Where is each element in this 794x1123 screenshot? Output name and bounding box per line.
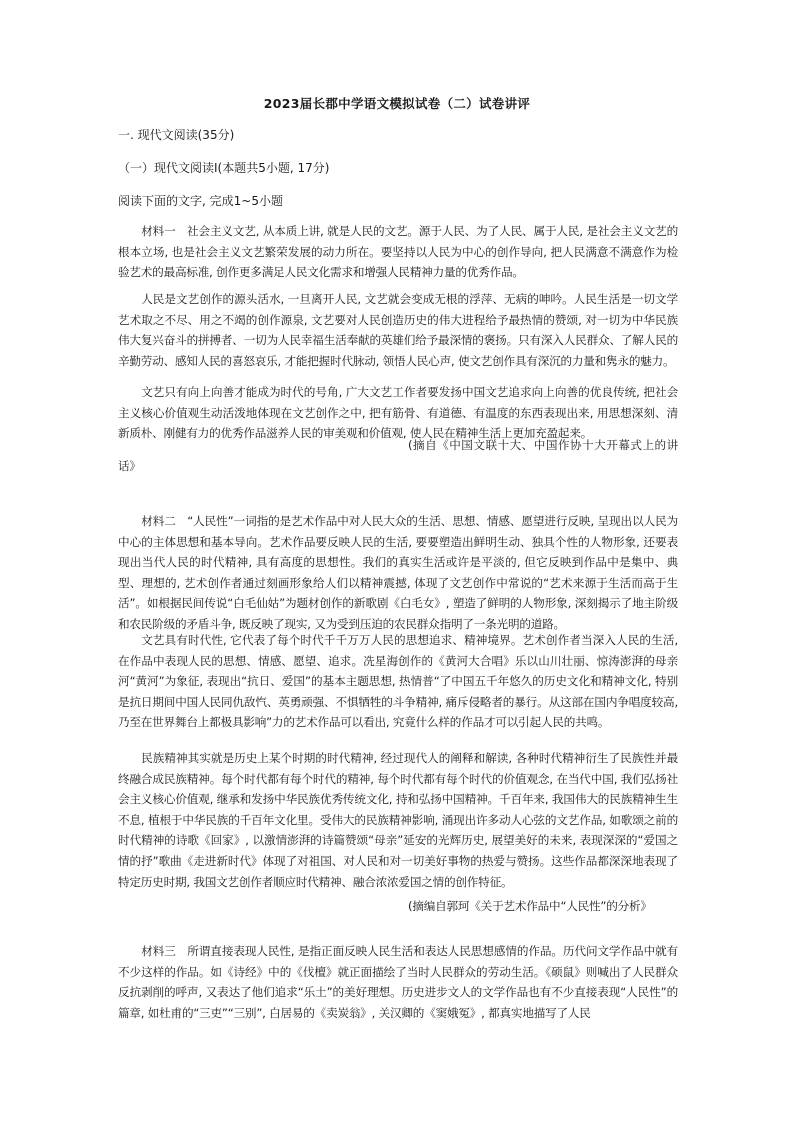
section-heading: 一. 现代文阅读(35分) — [118, 128, 235, 142]
source-citation: (摘编自郭珂《关于艺术作品中“人民性”的分析》 — [408, 899, 652, 913]
subsection-heading: （一）现代文阅读I(本题共5小题, 17分) — [118, 161, 330, 175]
paragraph: 文艺具有时代性, 它代表了每个时代千千万万人民的思想追求、精神境界。艺术创作者当深入人民的生活, 在作品中表现人民的思想、情感、愿望、追求。冼星海创作的《黄河大合唱》乐以山川壮丽、惊涛澎湃的母亲河“黄河”为象征, 表现出“抗日、爱国”的基本主题思想, 热情普“了中国五千年悠久的历史文化和精神文化, 特别是抗日期间中国人民同仇敌忾、英勇顽强、不惧牺牲的斗争精神, 痛斥侵略者的暴行。从这部在国内争唱度较高, 乃至在世界舞台上都极具影响”力的艺术作品可以看出, 究竟什么样的作品才可以引起人民的共鸣。 — [118, 633, 678, 730]
paragraph-material-three: 材料三 所谓直接表现人民性, 是指正面反映人民生活和表达人民思想感情的作品。历代问文学作品中就有不少这样的作品。如《诗经》中的《伐檀》就正面描绘了当时人民群众的劳动生活。《硕鼠》则喊出了人民群众反抗剥削的呼声, 又表达了他们追求“乐土”的美好理想。历史进步文人的文学作品也有不少直接表现“人民性”的篇章, 如杜甫的“三吏”“三别”, 白居易的《卖炭翁》, 关汉卿的《窦娥冤》, 都真实地描写了人民 — [118, 944, 678, 1020]
instruction-text: 阅读下面的文字, 完成1~5小题 — [118, 194, 283, 208]
paragraph-material-two: 材料二 “人民性”一词指的是艺术作品中对人民大众的生活、思想、情感、愿望进行反映, 呈现出以人民为中心的主体思想和基本导向。艺术作品要反映人民的生活, 要要塑造出鲜明生动、独具个性的人物形象, 还要表现出当代人民的时代精神, 具有高度的思想性。我们的真实生活或许是平淡的, 但它反映到作品中是集中、典型、理想的, 艺术创作者通过刻画形象给人们以精神震撼, 体现了文艺创作中常说的“艺术来源于生活而高于生活”。如根据民间传说“白毛仙姑”为题材创作的新歌剧《白毛女》, 塑造了鲜明的人物形象, 深刻揭示了地主阶级和农民阶级的矛盾斗争, 既反映了现实, 又为受到压迫的农民群众指明了一条光明的道路。 — [118, 514, 678, 631]
paragraph: 民族精神其实就是历史上某个时期的时代精神, 经过现代人的阐释和解读, 各种时代精神衍生了民族性并最终融合成民族精神。每个时代都有每个时代的精神, 每个时代都有每个时代的价值观念, 在当代中国, 我们弘扬社会主义核心价值观, 继承和发扬中华民族优秀传统文化, 持和弘扬中国精神。千百年来, 我国伟大的民族精神生生不息, 植根于中华民族的千百年文化里。受伟大的民族精神影响, 涌现出许多动人心弦的文艺作品, 如歌颂之前的时代精神的诗歌《回家》, 以激情澎湃的诗篇赞颂“母亲”延安的光辉历史, 展望美好的未来, 表现深深的“爱国之情的抒”歌曲《走进新时代》体现了对祖国、对人民和对一切美好事物的热爱与赞扬。这些作品都深深地表现了特定历史时期, 我国文艺创作者顺应时代精神、融合浓浓爱国之情的创作特征。 — [118, 751, 679, 889]
paragraph: 文艺只有向上向善才能成为时代的号角, 广大文艺工作者要发扬中国文艺追求向上向善的优良传统, 把社会主义核心价值观生动活泼地体现在文艺创作之中, 把有筋骨、有道德、有温度的东西表现出来, 用思想深刻、清新质朴、刚健有力的优秀作品滋养人民的审美观和价值观, 使人民在精神生活上更加充盈起来。 — [118, 385, 678, 441]
paragraph-material-one: 材料一 社会主义文艺, 从本质上讲, 就是人民的文艺。源于人民、为了人民、属于人民, 是社会主义文艺的根本立场, 也是社会主义文艺繁荣发展的动力所在。要坚持以人民为中心的创作导向, 把人民满意不满意作为检验艺术的最高标准, 创作更多满足人民文化需求和增强人民精神力量的优秀作品。 — [118, 224, 678, 280]
document-title: 2023届长郡中学语文模拟试卷（二）试卷讲评 — [263, 96, 531, 111]
paragraph: 人民是文艺创作的源头活水, 一旦离开人民, 文艺就会变成无根的浮萍、无病的呻吟。人民生活是一切文学艺术取之不尽、用之不竭的创作源泉, 文艺要对人民创造历史的伟大进程给予最热情的赞颂, 对一切为中华民族伟大复兴奋斗的拼搏者、一切为人民幸福生活奉献的英雄们给予最深情的褒扬。只有深入人民群众、了解人民的辛勤劳动、感知人民的喜怒哀乐, 才能把握时代脉动, 领悟人民心声, 使文艺创作具有深沉的力量和隽永的魅力。 — [118, 292, 678, 368]
source-citation: (摘自《中国文联十大、中国作协十大开幕式上的讲话》 — [118, 438, 678, 473]
